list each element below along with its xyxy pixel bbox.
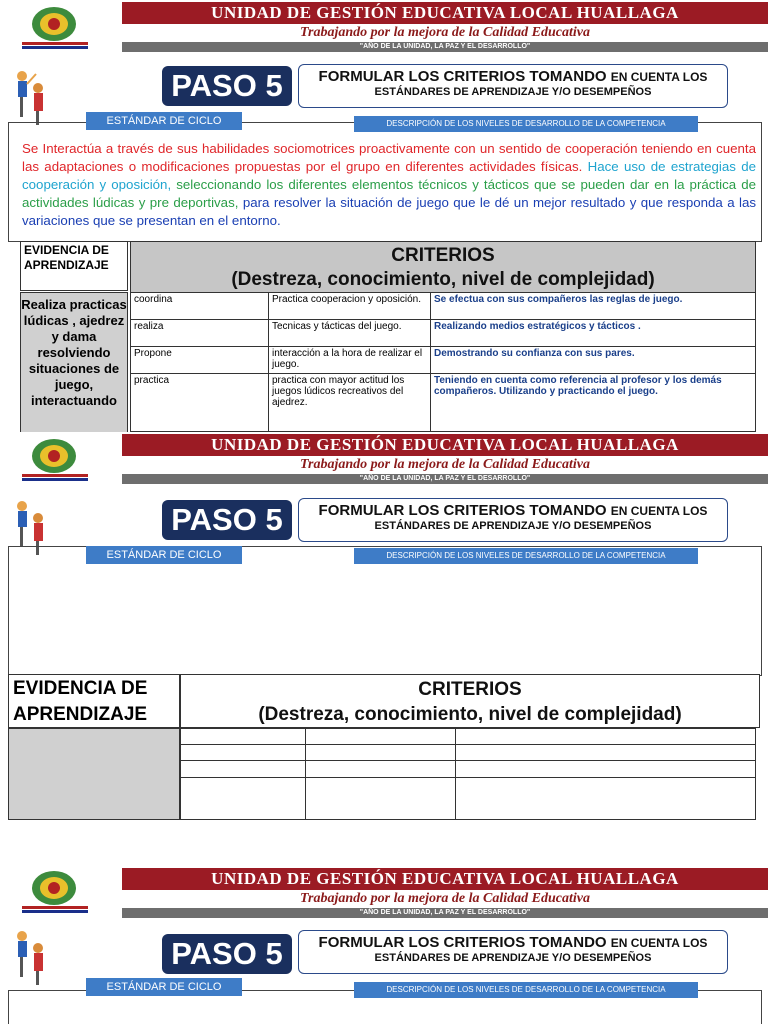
step-badge: PASO 5 — [162, 66, 292, 106]
step-title-main: FORMULAR LOS CRITERIOS TOMANDO — [318, 502, 607, 519]
standard-text-blue: para resolver la situación de juego que le dé un mejor resultado y que responda a las variaciones que se presentan en el entorno. — [22, 195, 756, 228]
banner-slogan: Trabajando por la mejora de la Calidad Educativa — [300, 891, 590, 906]
table-row — [181, 729, 756, 745]
table-row — [131, 374, 756, 432]
step-subtitle: ESTÁNDARES DE APRENDIZAJE Y/O DESEMPEÑOS — [374, 952, 652, 964]
step-badge: PASO 5 — [162, 934, 292, 974]
table-row — [131, 320, 756, 347]
page-section-2 — [0, 432, 768, 832]
tab-description: DESCRIPCIÓN DE LOS NIVELES DE DESARROLLO DE LA COMPETENCIA — [354, 982, 698, 998]
criteria-subtitle: (Destreza, conocimiento, nivel de complejidad) — [258, 704, 682, 725]
tab-description: DESCRIPCIÓN DE LOS NIVELES DE DESARROLLO DE LA COMPETENCIA — [354, 116, 698, 132]
banner-title: UNIDAD DE GESTIÓN EDUCATIVA LOCAL HUALLAGA — [122, 434, 768, 456]
standard-text-red: Se Interactúa a través de sus habilidades sociomotrices proactivamente con un sentido de cooperación teniendo en cuenta las adaptaciones o modificaciones propuestas por el grupo en diferentes actividades físicas. — [22, 141, 756, 174]
step-title-box — [298, 498, 728, 542]
table-row — [181, 761, 756, 777]
page-section-1 — [0, 0, 768, 432]
step-title-box — [298, 930, 728, 974]
criteria-table — [180, 728, 756, 820]
criteria-verb: Propone — [131, 347, 269, 374]
tab-standard: ESTÁNDAR DE CICLO — [86, 112, 242, 130]
step-title-rest: EN CUENTA LOS — [610, 504, 708, 518]
step-title-main: FORMULAR LOS CRITERIOS TOMANDO — [318, 68, 607, 85]
banner-slogan: Trabajando por la mejora de la Calidad Educativa — [300, 457, 590, 472]
criteria-table — [130, 292, 756, 432]
ugel-logo-icon — [14, 2, 108, 52]
step-title-rest: EN CUENTA LOS — [610, 70, 708, 84]
step-title-main: FORMULAR LOS CRITERIOS TOMANDO — [318, 934, 607, 951]
step-subtitle: ESTÁNDARES DE APRENDIZAJE Y/O DESEMPEÑOS — [374, 86, 652, 98]
banner-slogan: Trabajando por la mejora de la Calidad Educativa — [300, 25, 590, 40]
step-badge: PASO 5 — [162, 500, 292, 540]
criteria-object: Tecnicas y tácticas del juego. — [269, 320, 431, 347]
ugel-logo-icon — [14, 434, 108, 484]
step-subtitle: ESTÁNDARES DE APRENDIZAJE Y/O DESEMPEÑOS — [374, 520, 652, 532]
tab-description: DESCRIPCIÓN DE LOS NIVELES DE DESARROLLO DE LA COMPETENCIA — [354, 548, 698, 564]
banner-year-motto: "AÑO DE LA UNIDAD, LA PAZ Y EL DESARROLLO" — [122, 908, 768, 918]
criteria-title: CRITERIOS — [418, 679, 522, 700]
ugel-logo-icon — [14, 866, 108, 916]
page-section-3 — [0, 864, 768, 1024]
criteria-verb: coordina — [131, 293, 269, 320]
evidence-header: EVIDENCIA DE APRENDIZAJE — [20, 241, 128, 291]
criteria-object: Practica cooperacion y oposición. — [269, 293, 431, 320]
banner-year-motto: "AÑO DE LA UNIDAD, LA PAZ Y EL DESARROLLO" — [122, 474, 768, 484]
criteria-condition: Teniendo en cuenta como referencia al profesor y los demás compañeros. Utilizando y practicando el juego. — [431, 374, 756, 432]
tab-standard: ESTÁNDAR DE CICLO — [86, 978, 242, 996]
criteria-condition: Se efectua con sus compañeros las reglas de juego. — [431, 293, 756, 320]
criteria-verb: realiza — [131, 320, 269, 347]
table-row — [131, 293, 756, 320]
table-row — [181, 777, 756, 819]
evidence-cell — [20, 292, 128, 432]
standard-text-cyan: Hace uso de estrategias de cooperación y oposición, — [22, 159, 756, 192]
criteria-header — [130, 241, 756, 293]
tab-standard: ESTÁNDAR DE CICLO — [86, 546, 242, 564]
children-illustration-icon — [10, 66, 56, 128]
banner-year-motto: "AÑO DE LA UNIDAD, LA PAZ Y EL DESARROLLO" — [122, 42, 768, 52]
evidence-header: EVIDENCIA DE APRENDIZAJE — [8, 674, 180, 728]
banner-title: UNIDAD DE GESTIÓN EDUCATIVA LOCAL HUALLAGA — [122, 868, 768, 890]
criteria-condition: Demostrando su confianza con sus pares. — [431, 347, 756, 374]
standard-box — [8, 546, 762, 676]
criteria-object: interacción a la hora de realizar el juego. — [269, 347, 431, 374]
table-row — [131, 347, 756, 374]
standard-text — [22, 140, 756, 230]
evidence-text: Realiza practicas lúdicas , ajedrez y dama resolviendo situaciones de juego, interactuando — [21, 297, 127, 408]
criteria-condition: Realizando medios estratégicos y tácticos . — [431, 320, 756, 347]
criteria-title: CRITERIOS — [391, 245, 495, 266]
children-illustration-icon — [10, 926, 56, 988]
criteria-header — [180, 674, 760, 728]
table-row — [181, 745, 756, 761]
banner-title: UNIDAD DE GESTIÓN EDUCATIVA LOCAL HUALLAGA — [122, 2, 768, 24]
criteria-verb: practica — [131, 374, 269, 432]
criteria-subtitle: (Destreza, conocimiento, nivel de complejidad) — [231, 269, 655, 290]
evidence-cell — [8, 728, 180, 820]
step-title-rest: EN CUENTA LOS — [610, 936, 708, 950]
standard-text-green: seleccionando los diferentes elementos técnicos y tácticos que se pueden dar en la práctica de actividades lúdicas y pre deportivas, — [22, 177, 756, 210]
step-title-box — [298, 64, 728, 108]
criteria-object: practica con mayor actitud los juegos lúdicos recreativos del ajedrez. — [269, 374, 431, 432]
